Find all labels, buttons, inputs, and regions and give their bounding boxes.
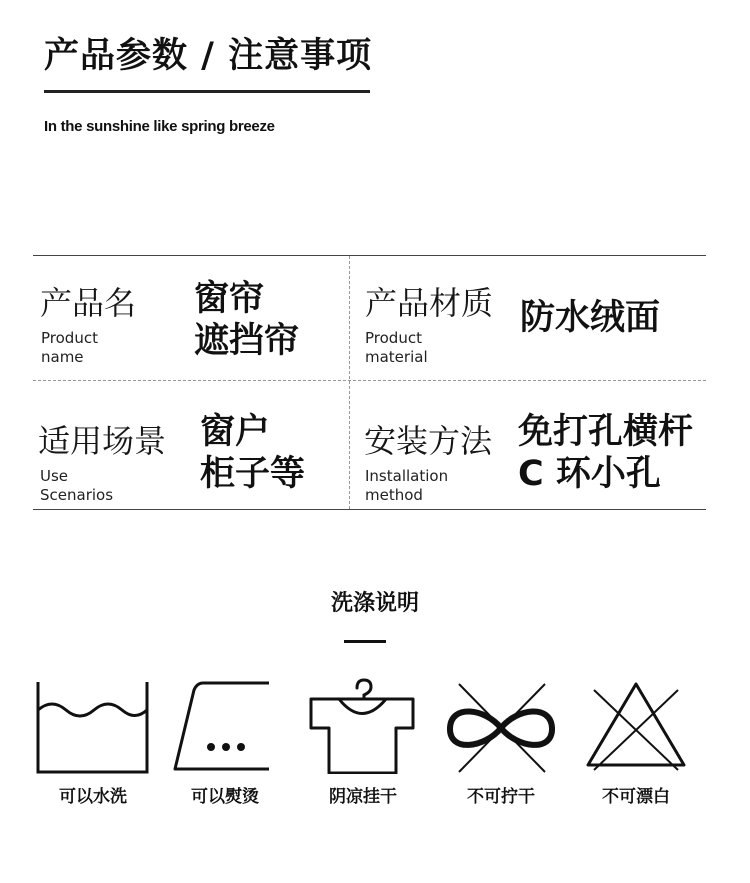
care-label: 不可拧干 [467,787,535,807]
spec-label-zh: 安装方法 [364,422,493,460]
no-bleach-icon [574,676,698,774]
spec-value: 窗户 柜子等 [200,412,306,494]
spec-value: 免打孔横杆 C 环小孔 [518,412,694,494]
spec-label-zh: 产品名 [40,284,137,322]
care-section-title: 洗涤说明 [330,591,419,616]
spec-value: 窗帘 遮挡帘 [194,279,300,361]
care-item-no-wring [439,676,563,807]
care-label: 可以水洗 [59,787,127,807]
no-wring-icon [439,676,563,774]
care-item-no-bleach [574,676,698,807]
care-label: 可以熨烫 [191,787,259,807]
care-item-hang-dry [301,676,425,807]
spec-label-zh: 产品材质 [365,284,494,322]
page-subtitle: In the sunshine like spring breeze [44,118,275,135]
table-row-divider [33,380,706,381]
table-top-border [33,255,706,256]
care-item-hand-wash [31,676,155,807]
table-bottom-border [33,509,706,510]
care-item-iron [163,676,287,807]
hand-wash-icon [31,676,155,774]
table-column-divider [349,256,350,509]
iron-icon [163,676,287,774]
care-title-underline [344,640,386,643]
page-title: 产品参数 / 注意事项 [44,36,373,76]
spec-value: 防水绒面 [520,298,661,338]
title-underline [44,90,370,93]
spec-label-zh: 适用场景 [38,422,167,460]
care-label: 不可漂白 [602,787,670,807]
spec-label-en: Installation method [365,467,449,504]
spec-label-en: Product material [365,329,428,366]
spec-label-en: Use Scenarios [40,467,114,504]
spec-label-en: Product name [41,329,98,366]
care-label: 阴凉挂干 [329,787,397,807]
hang-dry-shade-icon [301,676,425,774]
